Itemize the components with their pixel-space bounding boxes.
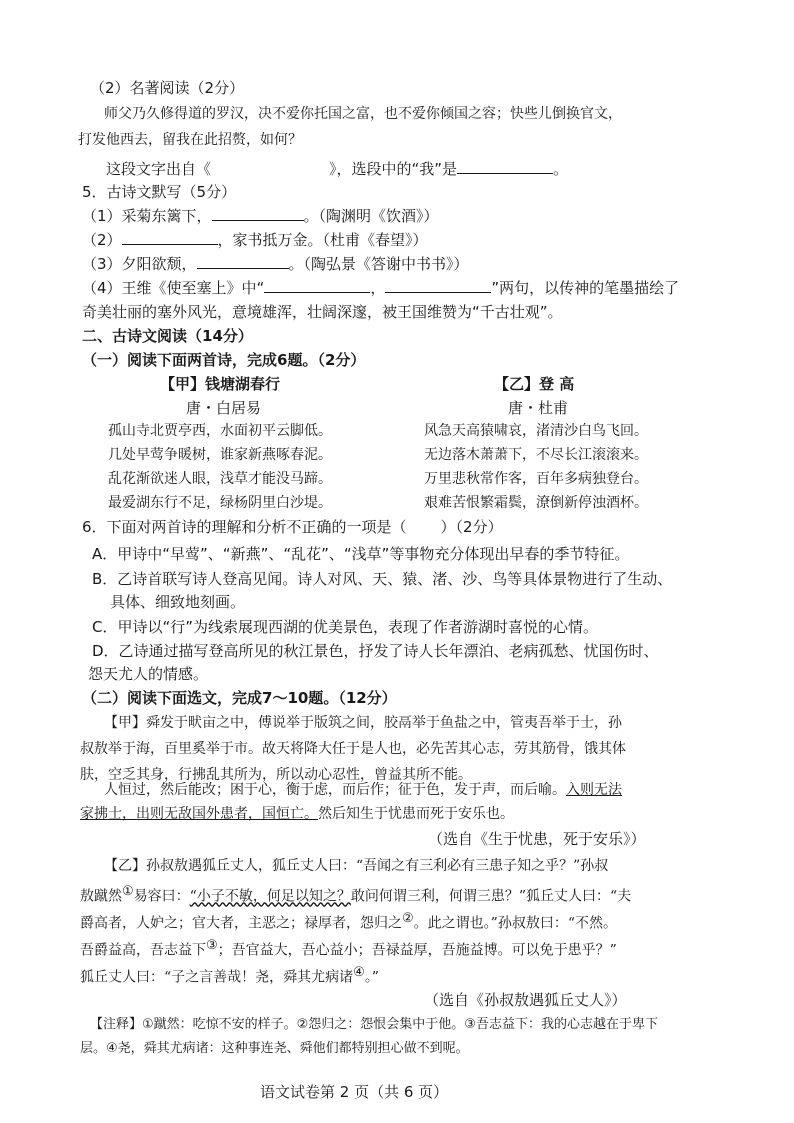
- q5-item-4-cont: 奇美壮丽的塞外风光，意境雄浑，壮阔深邃，被王国维赞为“千古壮观”。: [82, 303, 563, 321]
- item-text: ”两句，以传神的笔墨描绘了: [491, 279, 680, 297]
- item-text: （3）夕阳欲颓，: [82, 255, 197, 273]
- note-marker: ④: [353, 965, 365, 980]
- passage-yi-line: [80, 964, 379, 988]
- q6-stem: [82, 517, 503, 537]
- footnote-line: 【注释】①蹴然：吃惊不安的样子。②怨归之：怨恨会集中于他。③吾志益下：我的心志越在于卑下: [90, 1017, 658, 1032]
- footnote-line: 层。④尧，舜其尤病诸：这种事连尧、舜他们都特别担心做不到呢。: [80, 1041, 469, 1056]
- passage-text: 然后知生于忧患而死于安乐也。: [318, 806, 514, 822]
- page-footer: 语文试卷第 2 页（共 6 页）: [260, 1083, 449, 1101]
- option-a: A．甲诗中“早莺”、“新燕”、“乱花”、“浅草”等事物充分体现出早春的季节特征。: [92, 545, 630, 563]
- poem-a-line: 乱花渐欲迷人眼，浅草才能没马蹄。: [108, 471, 332, 487]
- answer-blank[interactable]: [212, 206, 304, 221]
- stem-text: 6．下面对两首诗的理解和分析不正确的一项是（: [82, 518, 407, 536]
- part-2-heading: （二）阅读下面选文，完成7～10题。（12分）: [82, 689, 397, 707]
- item-text: ，: [370, 279, 386, 297]
- option-d-cont: 怨天尤人的情感。: [88, 665, 209, 683]
- passage-text: 狐丘丈人曰：“子之言善哉！尧，舜其尤病诸: [80, 969, 354, 986]
- poem-a-line: 最爱湖东行不足，绿杨阴里白沙堤。: [108, 495, 332, 511]
- option-b: B．乙诗首联写诗人登高见闻。诗人对风、天、猿、渚、沙、鸟等具体景物进行了生动、: [92, 570, 673, 588]
- part-1-heading: （一）阅读下面两首诗，完成6题。（2分）: [82, 351, 366, 369]
- poem-a-line: 孤山寺北贾亭西，水面初平云脚低。: [108, 423, 332, 439]
- passage-text: 人恒过，然后能改；困于心，衡于虑，而后作；征于色，发于声，而后喻。: [104, 782, 566, 798]
- passage-text: 易容曰：: [133, 888, 190, 905]
- passage-text: 爵高者，人妒之；官大者，主恶之；禄厚者，怨归之: [80, 915, 402, 932]
- answer-blank[interactable]: [264, 278, 370, 293]
- item-text: 。（陶渊明《饮酒》）: [303, 207, 439, 225]
- item-text: （4）王维《使至塞上》中“: [82, 279, 265, 297]
- q5-item-1: [82, 206, 439, 226]
- poem-b-line: 万里悲秋常作客，百年多病独登台。: [424, 471, 648, 487]
- item-text: （1）采菊东篱下，: [82, 207, 212, 225]
- underlined-sentence: 入则无法: [566, 782, 622, 798]
- item-text: （2）: [82, 231, 122, 249]
- poem-b-line: 艰难苦恨繁霜鬓，潦倒新停浊酒杯。: [424, 495, 648, 511]
- q4-2-question: [106, 159, 568, 179]
- item-text: ，家书抵万金。（杜甫《春望》）: [217, 231, 428, 249]
- underlined-sentence: 家拂士，出则无敌国外患者，国恒亡。: [80, 806, 318, 822]
- poem-b-line: 风急天高猿啸哀，渚清沙白鸟飞回。: [424, 423, 648, 439]
- option-c: C．甲诗以“行”为线索展现西湖的优美景色，表现了作者游湖时喜悦的心情。: [92, 618, 599, 636]
- character-blank[interactable]: [457, 159, 553, 174]
- poem-a-author: 唐・白居易: [186, 399, 262, 417]
- q5-item-2: [82, 230, 428, 250]
- passage-jia-line: [80, 804, 514, 824]
- passage-yi-line: [80, 910, 617, 934]
- answer-blank[interactable]: [122, 230, 218, 245]
- passage-yi-line: 【乙】孙叔敖遇狐丘丈人，狐丘丈人曰：“吾闻之有三利必有三患子知之乎？”孙叔: [104, 858, 609, 874]
- passage-jia-line: [104, 780, 622, 800]
- question-text: 。: [553, 160, 569, 178]
- section-2-title: 二、古诗文阅读（14分）: [82, 327, 253, 345]
- q5-item-4: [82, 278, 679, 298]
- poem-a-title: 【甲】钱塘湖春行: [160, 375, 281, 393]
- poem-a-line: 几处早莺争暖树，谁家新燕啄春泥。: [108, 447, 332, 463]
- option-d: D．乙诗通过描写登高所见的秋江景色，抒发了诗人长年漂泊、老病孤愁、忧国伤时、: [92, 642, 659, 660]
- q4-2-passage-line: 师父乃久修得道的罗汉，决不爱你托国之富，也不爱你倾国之容；快些儿倒换官文，: [104, 106, 622, 122]
- question-text: 》，选段中的“我”是: [329, 160, 458, 178]
- answer-blank[interactable]: [385, 278, 491, 293]
- q5-item-3: [82, 254, 469, 274]
- passage-text: 敢问何谓三利，何谓三患？”狐丘丈人曰：“夫: [350, 888, 632, 905]
- option-b-cont: 具体、细致地刻画。: [110, 593, 246, 611]
- q4-2-label: （2）名著阅读（2分）: [90, 79, 245, 97]
- answer-blank[interactable]: [197, 254, 289, 269]
- note-marker: ③: [206, 938, 218, 953]
- passage-jia-line: 肤，空乏其身，行拂乱其所为，所以动心忍性，曾益其所不能。: [80, 767, 472, 783]
- question-text: 这段文字出自《: [106, 160, 212, 178]
- passage-jia-source: （选自《生于忧患，死于安乐》）: [428, 830, 646, 848]
- passage-text: 敖蹴然: [80, 888, 122, 905]
- passage-yi-line: [80, 937, 617, 961]
- passage-text: ；吾官益大，吾心益小；吾禄益厚，吾施益博。可以免于患乎？”: [217, 942, 617, 959]
- poem-b-line: 无边落木萧萧下，不尽长江滚滚来。: [424, 447, 648, 463]
- passage-jia-line: 【甲】舜发于畎亩之中，傅说举于版筑之间，胶鬲举于鱼盐之中，管夷吾举于士，孙: [104, 715, 622, 731]
- poem-b-title: 【乙】登 高: [494, 375, 575, 393]
- item-text: 。（陶弘景《答谢中书书》）: [288, 255, 469, 273]
- poem-b-author: 唐・杜甫: [508, 399, 569, 417]
- note-marker: ①: [122, 884, 134, 899]
- passage-yi-source: （选自《孙叔敖遇狐丘丈人》）: [424, 991, 627, 1009]
- q5-title: 5．古诗文默写（5分）: [82, 183, 237, 201]
- passage-text: 。”: [364, 969, 379, 986]
- stem-text: ）（2分）: [440, 518, 503, 536]
- note-marker: ②: [402, 911, 414, 926]
- passage-text: 。此之谓也。”孙叔敖曰：“不然。: [413, 915, 617, 932]
- q4-2-passage-line: 打发他西去，留我在此招赘，如何？: [78, 132, 302, 148]
- underlined-sentence: “小子不敏，何足以知之？: [189, 888, 351, 905]
- passage-jia-line: 叔敖举于海，百里奚举于市。故天将降大任于是人也，必先苦其心志，劳其筋骨，饿其体: [80, 741, 626, 757]
- passage-yi-line: [80, 883, 631, 907]
- passage-text: 吾爵益高，吾志益下: [80, 942, 206, 959]
